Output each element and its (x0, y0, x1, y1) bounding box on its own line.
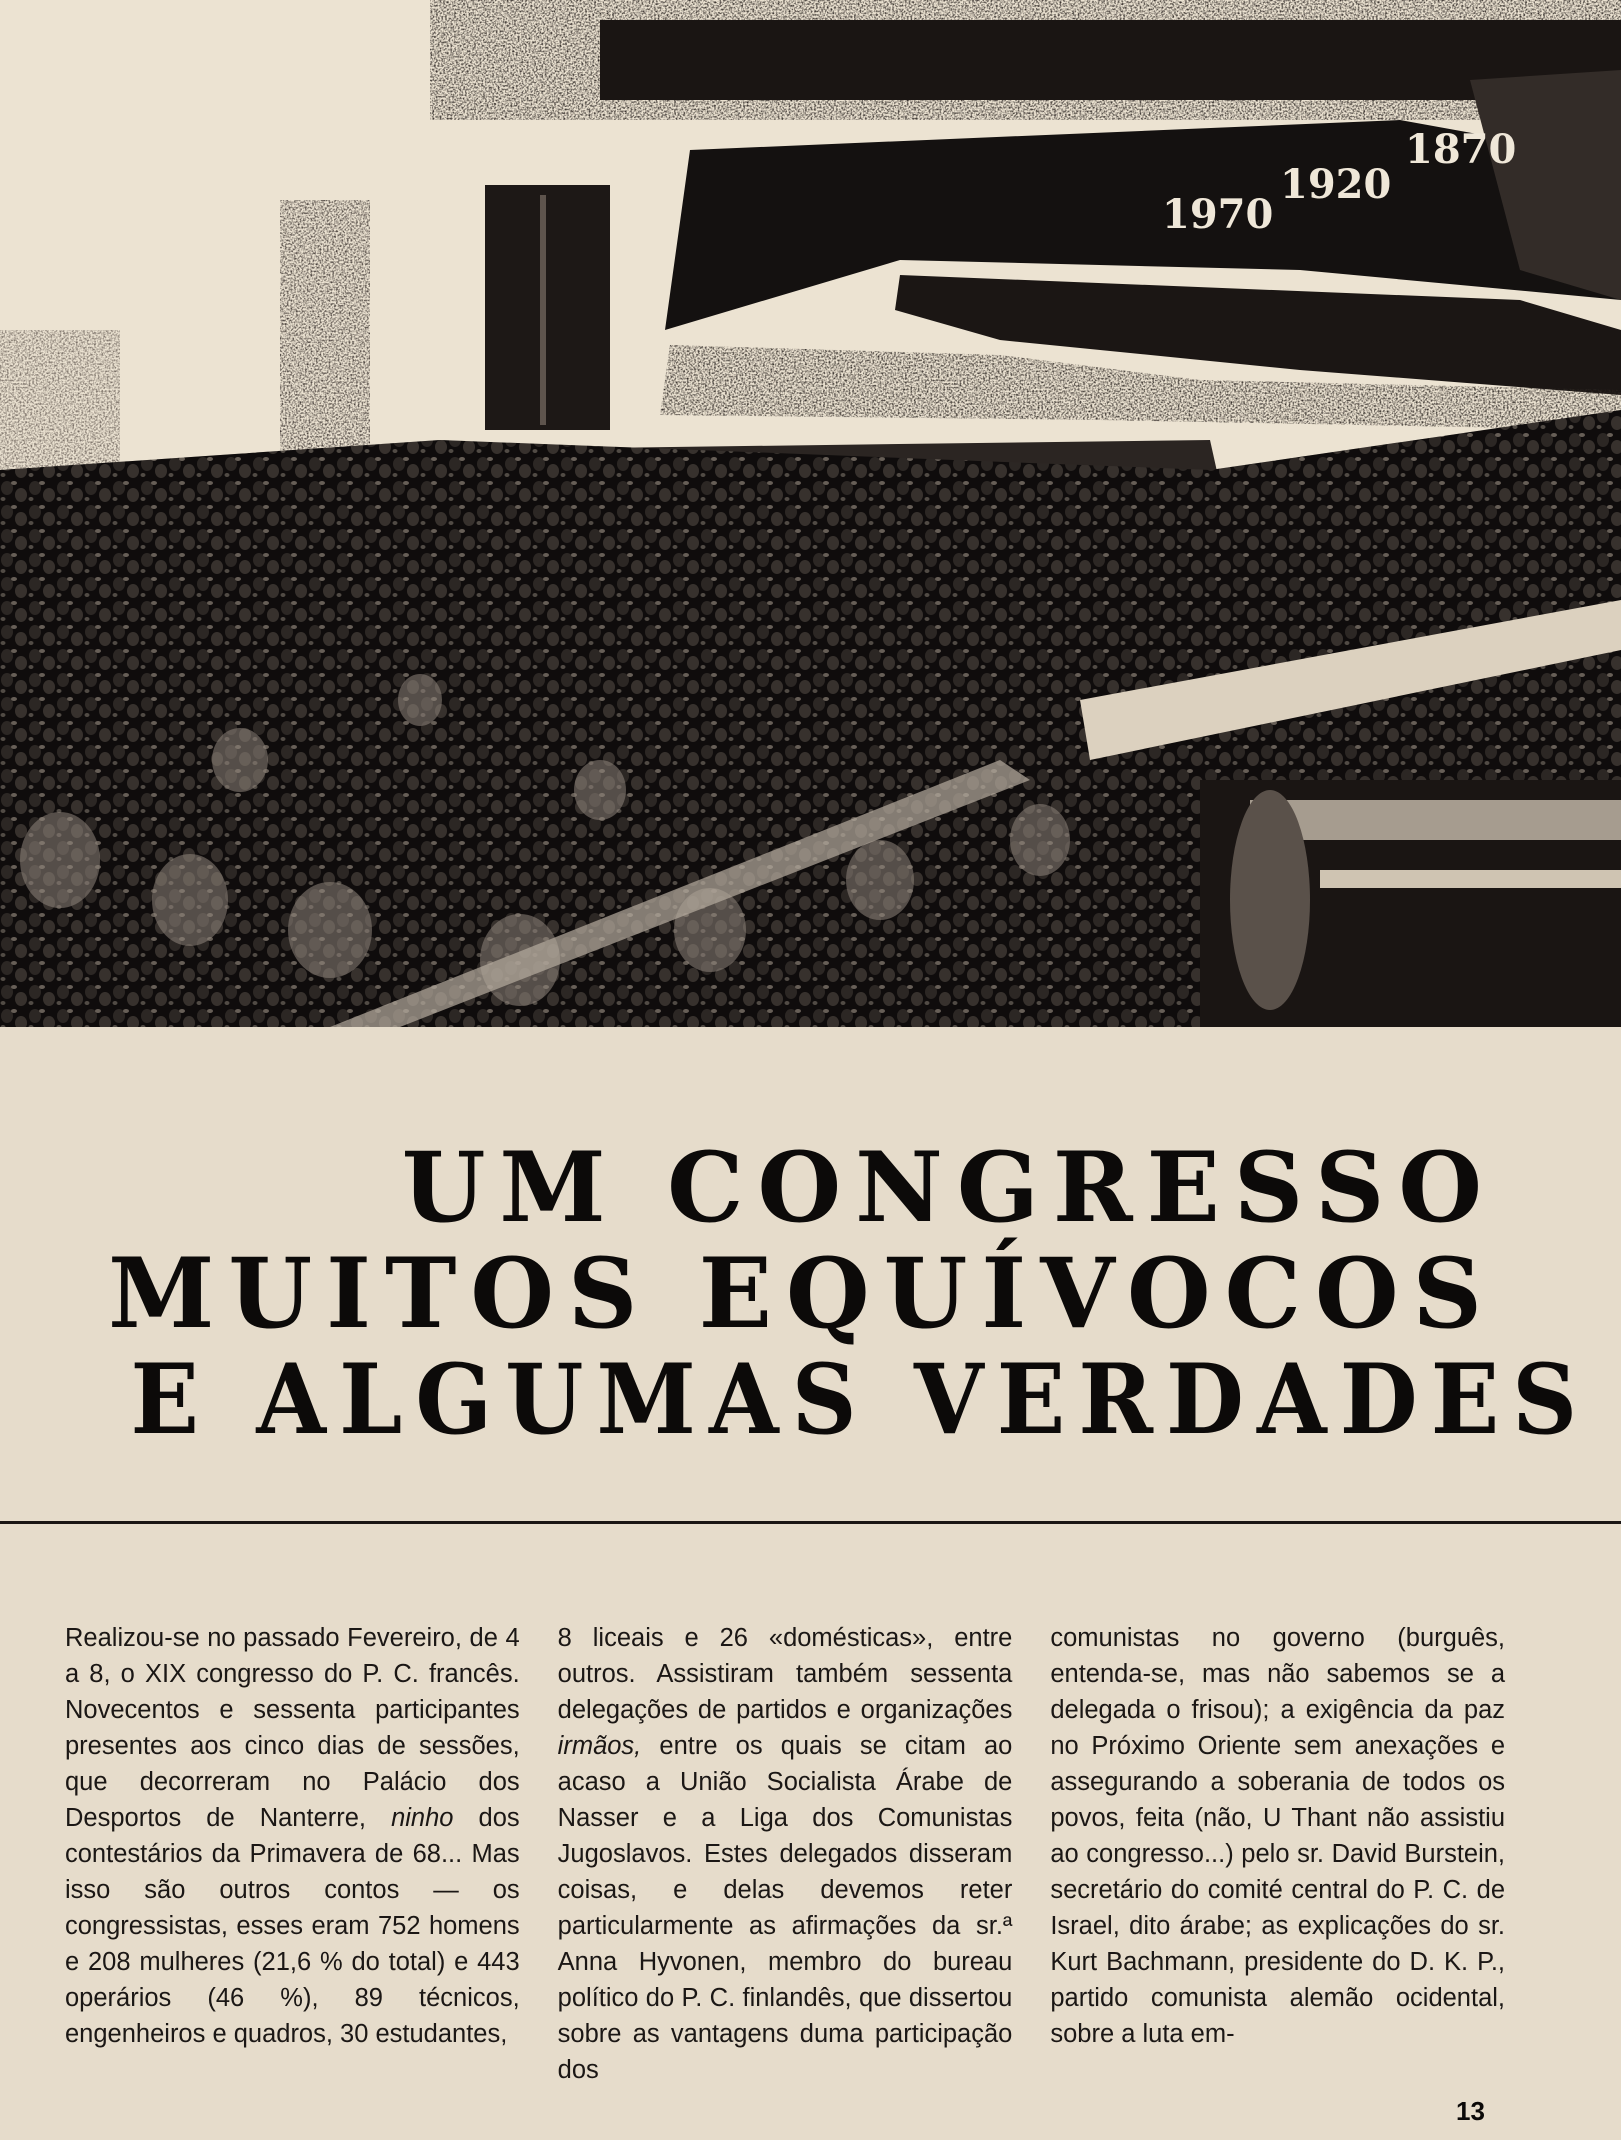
article-column-1 (65, 1620, 520, 2088)
article-column-2 (558, 1620, 1013, 2088)
page-number: 13 (1456, 2096, 1485, 2126)
year-label-1870: 1870 (1405, 126, 1517, 173)
article-column-3 (1050, 1620, 1505, 2088)
italic-word: ninho (391, 1804, 454, 1832)
headline-line-1: UM CONGRESSO (401, 1131, 1496, 1244)
headline-line-3: E ALGUMAS VERDADES (130, 1343, 1591, 1456)
headline-line-2: MUITOS EQUÍVOCOS (108, 1237, 1496, 1350)
congress-photo (0, 0, 1621, 1027)
congress-hall-image (0, 0, 1621, 1027)
year-label-1970: 1970 (1162, 191, 1274, 238)
article-headline (36, 1131, 1591, 1456)
paragraph: 8 liceais e 26 «domésticas», entre outros. Assistiram também sessenta delegações de partidos e organizações irmãos, entre os quais se citam ao acaso a União Socialista Árabe de Nasser e a Liga dos Comunistas Jugoslavos. Estes delegados disseram coisas, e delas devemos reter particularmente as afirmações da sr.ª Anna Hyvonen, membro do bureau político do P. C. finlandês, que dissertou sobre as vantagens duma participação dos (557, 1624, 1013, 2084)
article-body (65, 1620, 1505, 2088)
paragraph: comunistas no governo (burguês, entenda-se, mas não sabemos se a delegada o frisou); a exigência da paz no Próximo Oriente sem anexações e assegurando a soberania de todos os povos, feita (não, U Thant não assistiu ao congresso...) pelo sr. David Burstein, secretário do comité central do P. C. de Israel, dito árabe; as explicações do sr. Kurt Bachmann, presidente do D. K. P., partido comunista alemão ocidental, sobre a luta em- (1050, 1624, 1506, 2048)
year-label-1920: 1920 (1280, 161, 1392, 208)
paragraph: Realizou-se no passado Fevereiro, de 4 a 8, o XIX congresso do P. C. francês. Novecentos e sessenta participantes presentes aos cinco dias de sessões, que decorreram no Palácio dos Desportos de Nanterre, ninho dos contestários da Primavera de 68... Mas isso são outros contos — os congressistas, esses eram 752 homens e 208 mulheres (21,6 % do total) e 443 operários (46 %), 89 técnicos, engenheiros e quadros, 30 estudantes, (65, 1624, 520, 2048)
italic-word: irmãos, (557, 1732, 642, 1760)
horizontal-rule (0, 1521, 1621, 1524)
